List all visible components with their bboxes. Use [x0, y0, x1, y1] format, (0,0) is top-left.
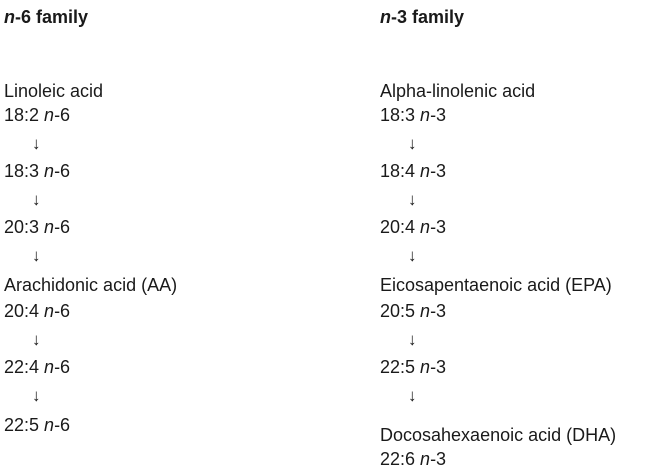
n3-step-22-5: 22:5 n-3: [380, 357, 447, 377]
down-arrow-icon: ↓: [408, 134, 417, 153]
n3-step-20-4: 20:4 n-3: [380, 217, 447, 237]
n3-alpha-linolenic-acid-label: Alpha-linolenic acid: [380, 81, 536, 101]
down-arrow-icon: ↓: [32, 386, 41, 405]
n6-step-22-4: 22:4 n-6: [4, 357, 71, 377]
n6-arachidonic-acid-label: Arachidonic acid (AA): [4, 275, 178, 295]
n6-linoleic-acid-label: Linoleic acid: [4, 81, 104, 101]
n3-step-18-3: 18:3 n-3: [380, 105, 447, 125]
n3-step-20-5: 20:5 n-3: [380, 301, 447, 321]
n6-step-20-3: 20:3 n-6: [4, 217, 71, 237]
n6-step-22-5: 22:5 n-6: [4, 415, 71, 435]
n6-step-18-3: 18:3 n-6: [4, 161, 71, 181]
n6-step-18-2: 18:2 n-6: [4, 105, 71, 125]
n3-family-heading: n-3 family: [380, 7, 465, 27]
down-arrow-icon: ↓: [32, 330, 41, 349]
n3-docosahexaenoic-acid-label: Docosahexaenoic acid (DHA): [380, 425, 617, 445]
down-arrow-icon: ↓: [32, 190, 41, 209]
down-arrow-icon: ↓: [32, 246, 41, 265]
n3-step-22-6: 22:6 n-3: [380, 449, 447, 469]
down-arrow-icon: ↓: [408, 386, 417, 405]
down-arrow-icon: ↓: [32, 134, 41, 153]
down-arrow-icon: ↓: [408, 190, 417, 209]
down-arrow-icon: ↓: [408, 330, 417, 349]
n6-step-20-4: 20:4 n-6: [4, 301, 71, 321]
n3-step-18-4: 18:4 n-3: [380, 161, 447, 181]
down-arrow-icon: ↓: [408, 246, 417, 265]
n6-family-heading: n-6 family: [4, 7, 89, 27]
n3-eicosapentaenoic-acid-label: Eicosapentaenoic acid (EPA): [380, 275, 612, 295]
